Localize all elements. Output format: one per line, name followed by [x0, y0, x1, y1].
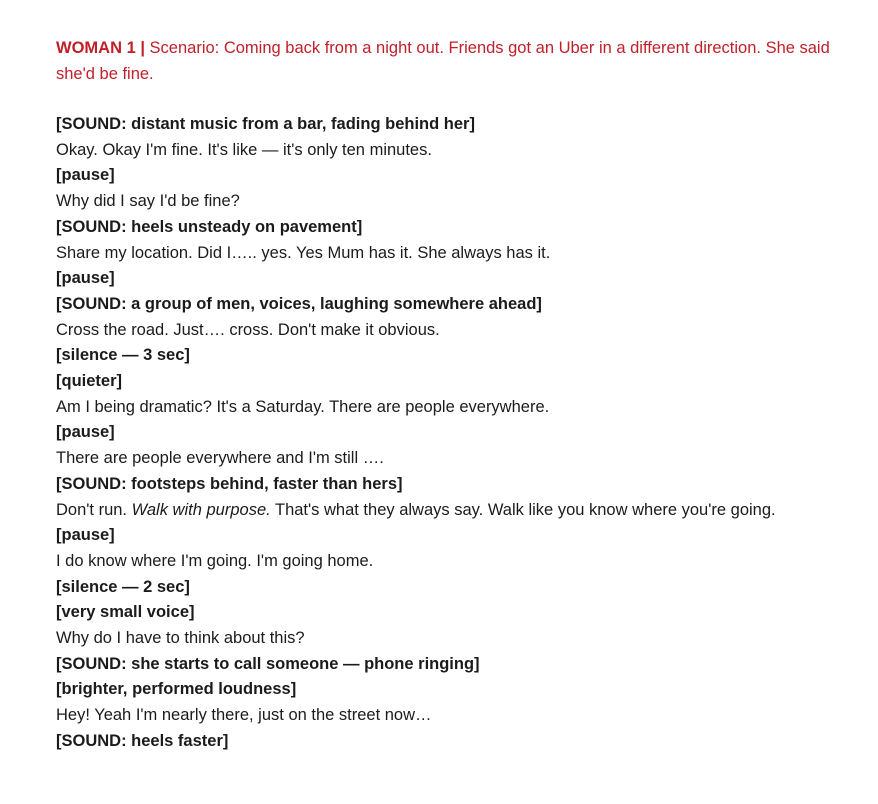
stage-direction: [SOUND: heels faster] [56, 731, 229, 750]
dialogue-line [56, 498, 856, 524]
stage-direction: [SOUND: a group of men, voices, laughing somewhere ahead] [56, 294, 542, 313]
dialogue-line: Hey! Yeah I'm nearly there, just on the street now… [56, 706, 432, 725]
stage-direction: [SOUND: footsteps behind, faster than hers] [56, 474, 403, 493]
emphasized-text: Walk with purpose. [131, 500, 271, 519]
dialogue-line: Cross the road. Just…. cross. Don't make it obvious. [56, 320, 440, 339]
dialogue-line: Am I being dramatic? It's a Saturday. There are people everywhere. [56, 397, 550, 416]
stage-direction: [pause] [56, 166, 115, 185]
stage-direction: [silence — 3 sec] [56, 346, 190, 365]
dialogue-line: Why did I say I'd be fine? [56, 192, 240, 211]
stage-direction: [pause] [56, 526, 115, 545]
dialogue-fragment: Don't run. [56, 500, 132, 519]
dialogue-line: Okay. Okay I'm fine. It's like — it's only ten minutes. [56, 140, 432, 159]
stage-direction: [brighter, performed loudness] [56, 680, 297, 699]
stage-direction: [pause] [56, 269, 115, 288]
stage-direction: [very small voice] [56, 603, 195, 622]
dialogue-line: I do know where I'm going. I'm going home. [56, 551, 374, 570]
dialogue-line: There are people everywhere and I'm still …. [56, 449, 384, 468]
stage-direction: [quieter] [56, 372, 122, 391]
scenario-description: Scenario: Coming back from a night out. Friends got an Uber in a different direction. She said she'd be fine. [56, 39, 830, 83]
speaker-label: WOMAN 1 | [56, 39, 145, 57]
stage-direction: [SOUND: distant music from a bar, fading behind her] [56, 115, 475, 133]
dialogue-line: Share my location. Did I….. yes. Yes Mum has it. She always has it. [56, 243, 551, 262]
stage-direction: [silence — 2 sec] [56, 577, 190, 596]
stage-direction: [SOUND: heels unsteady on pavement] [56, 217, 363, 236]
dialogue-line: Why do I have to think about this? [56, 629, 305, 648]
stage-direction: [pause] [56, 423, 115, 442]
script-body [56, 112, 858, 755]
scene-heading [56, 35, 846, 87]
stage-direction: [SOUND: she starts to call someone — phone ringing] [56, 654, 480, 673]
dialogue-fragment: That's what they always say. Walk like you know where you're going. [270, 500, 776, 519]
